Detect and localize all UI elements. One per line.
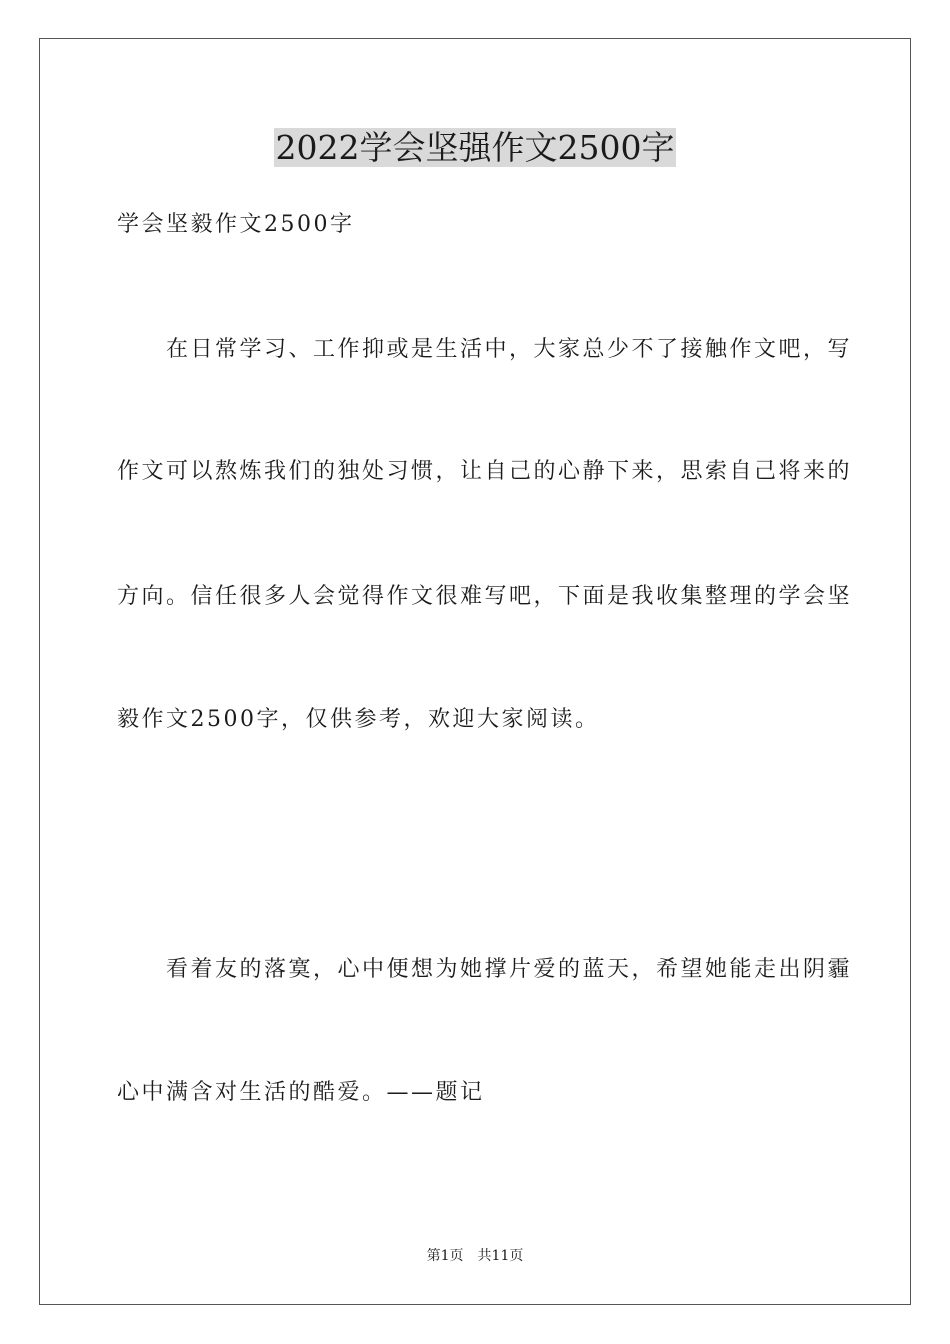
page-number-footer: 第1页 共11页 [426,1248,524,1264]
paragraph-line: 在日常学习、工作抑或是生活中，大家总少不了接触作文吧，写 [117,337,853,362]
document-title [0,128,950,168]
paragraph-line: 作文可以熬炼我们的独处习惯，让自己的心静下来，思索自己将来的 [117,459,853,484]
paragraph-line: 心中满含对生活的酷爱。——题记 [117,1080,485,1105]
document-subtitle: 学会坚毅作文2500字 [117,212,355,237]
paragraph-line: 毅作文2500字，仅供参考，欢迎大家阅读。 [117,707,600,732]
paragraph-line: 看着友的落寞，心中便想为她撑片爱的蓝天，希望她能走出阴霾 [117,957,853,982]
document-title-text: 2022学会坚强作文2500字 [275,128,675,167]
paragraph-line: 方向。信任很多人会觉得作文很难写吧，下面是我收集整理的学会坚 [117,584,853,609]
